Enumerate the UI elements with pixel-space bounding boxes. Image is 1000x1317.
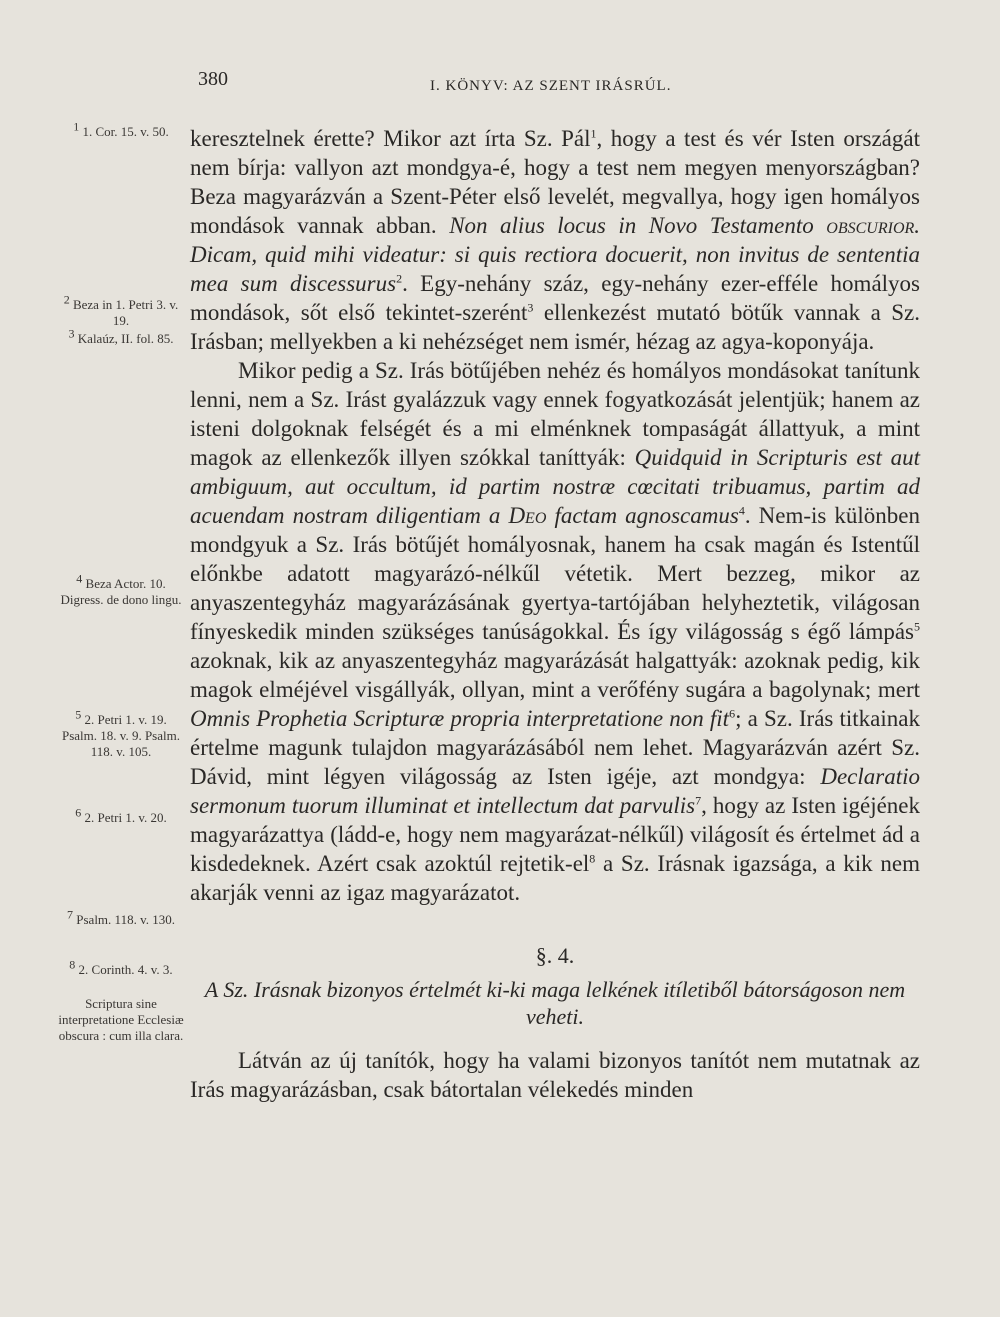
running-head: I. KÖNYV: AZ SZENT IRÁSRÚL. bbox=[430, 78, 672, 94]
latin-quote: Dicam, quid mihi videatur: si quis rectiora docuerit, non invitus de sententia mea sum discessurus bbox=[190, 242, 920, 296]
margin-note-9 bbox=[58, 996, 184, 1044]
latin-quote: Omnis Prophetia Scripturæ propria interpretatione non fit bbox=[190, 706, 730, 731]
margin-note-mark: 6 bbox=[75, 805, 82, 820]
margin-note-5 bbox=[58, 707, 184, 760]
main-text bbox=[190, 124, 920, 1104]
section-number: §. 4. bbox=[535, 943, 575, 968]
margin-note-3 bbox=[58, 326, 184, 347]
margin-note-text: Kalaúz, II. fol. 85. bbox=[77, 331, 174, 346]
latin-quote-smallcaps: Deo bbox=[508, 503, 547, 528]
footnote-ref: 4 bbox=[738, 503, 745, 518]
text-run: azoknak, kik az anyaszentegyház magyarázását halgattyák: azoknak pedig, kik magok elméjével visgállyák, ollyan, mint a verőfény sugára a bagolynak; mert bbox=[190, 648, 920, 702]
text-run: , hogy a test és vér Isten országát nem bírja: vallyon azt mondgya-é, hogy a test nem megyen menyországban? Beza magyarázván a Szent-Péter első levelét, megvallya, hogy igen homályos mondások vannak abban. bbox=[190, 126, 920, 238]
footnote-ref: 6 bbox=[729, 706, 736, 721]
latin-quote: factam agnoscamus bbox=[554, 503, 739, 528]
text-run: . Nem-is különben mondgyuk a Sz. Irás bötűjét homályosnak, hanem ha csak magán és Istentűl előnkbe adatott magyarázó-nélkűl vétetik. Mert bezzeg, mikor az anyaszentegyház magyarázásának gyertya-tartójában helyheztetik, világosan fínyeskedik minden szükséges tanúságokkal. És így világosság s égő lámpás bbox=[190, 503, 920, 644]
latin-quote: Declaratio sermonum tuorum illuminat et intellectum dat parvulis bbox=[190, 764, 920, 818]
footnote-ref: 5 bbox=[914, 619, 920, 634]
footnote-ref: 7 bbox=[695, 793, 702, 808]
latin-quote: Non alius locus in Novo Testamento bbox=[449, 213, 814, 238]
margin-note-1 bbox=[58, 119, 184, 140]
text-run: ; a Sz. Irás titkainak értelme magunk tulajdon magyarázásából nem lehet. Magyarázván azért Sz. Dávid, mint légyen világosság az Isten igéje, azt mondgya: bbox=[190, 706, 920, 789]
margin-note-text: Beza in 1. Petri 3. v. 19. bbox=[72, 297, 179, 328]
footnote-ref: 8 bbox=[589, 851, 596, 866]
margin-note-mark: 3 bbox=[68, 326, 75, 341]
margin-note-mark: 1 bbox=[73, 119, 80, 134]
margin-note-8 bbox=[58, 957, 184, 978]
text-run: ellenkezést mutató bötűk vannak a Sz. Irásban; mellyekben a ki nehézséget nem ismér, hézag az agya-koponyája. bbox=[190, 300, 921, 354]
footnote-ref: 2 bbox=[396, 271, 403, 286]
margin-note-text: Psalm. 118. v. 130. bbox=[76, 912, 175, 927]
page-number: 380 bbox=[198, 68, 228, 90]
text-run: . Egy-nehány száz, egy-nehány ezer-efféle homályos mondások, sőt első tekintet-szerént bbox=[190, 271, 920, 325]
paragraph-1 bbox=[190, 124, 920, 356]
margin-note-2 bbox=[58, 292, 184, 329]
text-run: Mikor pedig a Sz. Irás bötűjében nehéz és homályos mondásokat tanítunk lenni, nem a Sz. Irást gyalázzuk vagy ennek fogyatkozását jelentjük; hanem az isteni dolgoknak felségét és a mi elménknek tompaságát állattyuk, a mint magok az ellenkezők illyen szókkal taníttyák: bbox=[190, 358, 920, 470]
latin-quote-smallcaps: obscurior. bbox=[826, 213, 921, 238]
margin-note-mark: 8 bbox=[69, 957, 76, 972]
margin-note-text: 1. Cor. 15. v. 50. bbox=[82, 124, 169, 139]
margin-note-text: 2. Petri 1. v. 20. bbox=[84, 810, 167, 825]
margin-note-6 bbox=[58, 805, 184, 826]
margin-note-mark: 4 bbox=[76, 571, 83, 586]
margin-note-text: 2. Petri 1. v. 19. Psalm. 18. v. 9. Psalm. 118. v. 105. bbox=[62, 712, 180, 759]
text-run: keresztelnek érette? Mikor azt írta Sz. Pál bbox=[190, 126, 591, 151]
footnote-ref: 3 bbox=[527, 300, 534, 315]
footnote-ref: 1 bbox=[590, 126, 597, 141]
text-run: a Sz. Irásnak igazsága, a kik nem akarják venni az igaz magyarázatot. bbox=[190, 851, 920, 905]
section-title: A Sz. Irásnak bizonyos értelmét ki-ki maga lelkének itíletiből bátorságoson nem veheti. bbox=[204, 977, 906, 1029]
margin-note-text: Beza Actor. 10. Digress. de dono lingu. bbox=[60, 576, 182, 607]
margin-note-4 bbox=[58, 571, 184, 608]
latin-quote: Quidquid in Scripturis est aut ambiguum, aut occultum, id partim nostræ cœcitati tribuamus, partim ad acuendam nostram diligentiam a bbox=[190, 445, 921, 528]
margin-note-mark: 7 bbox=[67, 907, 74, 922]
margin-note-text: 2. Corinth. 4. v. 3. bbox=[78, 962, 173, 977]
margin-note-mark: 5 bbox=[75, 707, 82, 722]
paragraph-3: Látván az új tanítók, hogy ha valami bizonyos tanítót nem mutatnak az Irás magyarázásban, csak bátortalan vélekedés minden bbox=[190, 1048, 920, 1102]
paragraph-2 bbox=[190, 356, 920, 907]
text-run: , hogy az Isten igéjének magyarázattya (ládd-e, hogy nem magyarázat-nélkűl) világosít és értelmet ád a kisdedeknek. Azért csak azoktúl rejtetik-el bbox=[190, 793, 920, 876]
margin-note-7 bbox=[58, 907, 184, 928]
margin-note-mark: 2 bbox=[63, 292, 70, 307]
margin-note-text: Scriptura sine interpretatione Ecclesiæ obscura : cum illa clara. bbox=[58, 996, 184, 1043]
